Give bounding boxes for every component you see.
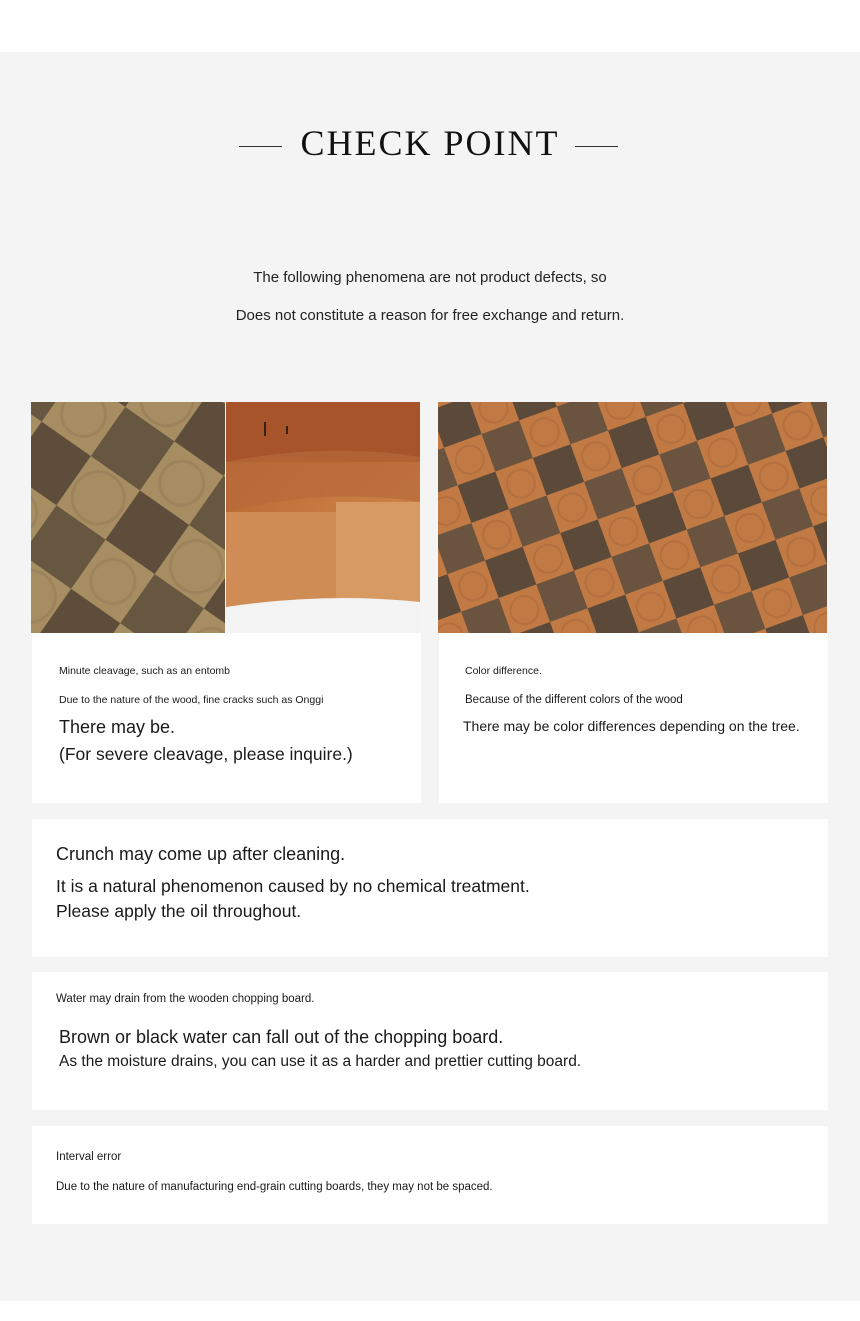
color-difference-image xyxy=(438,402,827,633)
crunch-line-1: Crunch may come up after cleaning. xyxy=(56,844,346,864)
water-line-1: Brown or black water can fall out of the chopping board. xyxy=(59,1027,504,1047)
color-heading: Color difference. xyxy=(465,665,542,677)
board-edge-image xyxy=(226,402,420,633)
cleavage-line-1: Due to the nature of the wood, fine cracks such as Onggi xyxy=(59,694,324,706)
color-line-2: There may be color differences depending on the tree. xyxy=(463,718,800,734)
cleavage-line-2: There may be. xyxy=(59,717,176,737)
title-rule-right xyxy=(575,146,618,147)
interval-line-1: Due to the nature of manufacturing end-grain cutting boards, they may not be spaced. xyxy=(56,1181,493,1193)
cleavage-photo-2 xyxy=(226,402,420,633)
intro-line-1: The following phenomena are not product defects, so xyxy=(253,269,607,286)
section-header xyxy=(0,122,860,172)
page-title: CHECK POINT xyxy=(300,123,560,163)
color-line-1: Because of the different colors of the wood xyxy=(465,694,683,706)
cleavage-photo-1 xyxy=(31,402,225,633)
interval-heading: Interval error xyxy=(56,1151,122,1163)
color-photo xyxy=(438,402,827,633)
cleavage-line-3: (For severe cleavage, please inquire.) xyxy=(59,744,353,764)
water-line-2: As the moisture drains, you can use it as a harder and prettier cutting board. xyxy=(59,1053,582,1070)
crunch-line-3: Please apply the oil throughout. xyxy=(56,901,302,921)
intro-line-2: Does not constitute a reason for free exchange and return. xyxy=(235,307,625,324)
cleavage-heading: Minute cleavage, such as an entomb xyxy=(59,665,231,677)
checker-board-image xyxy=(31,402,225,633)
crunch-line-2: It is a natural phenomenon caused by no chemical treatment. xyxy=(56,876,530,896)
water-heading: Water may drain from the wooden chopping board. xyxy=(56,993,315,1005)
interval-card xyxy=(32,1126,828,1224)
